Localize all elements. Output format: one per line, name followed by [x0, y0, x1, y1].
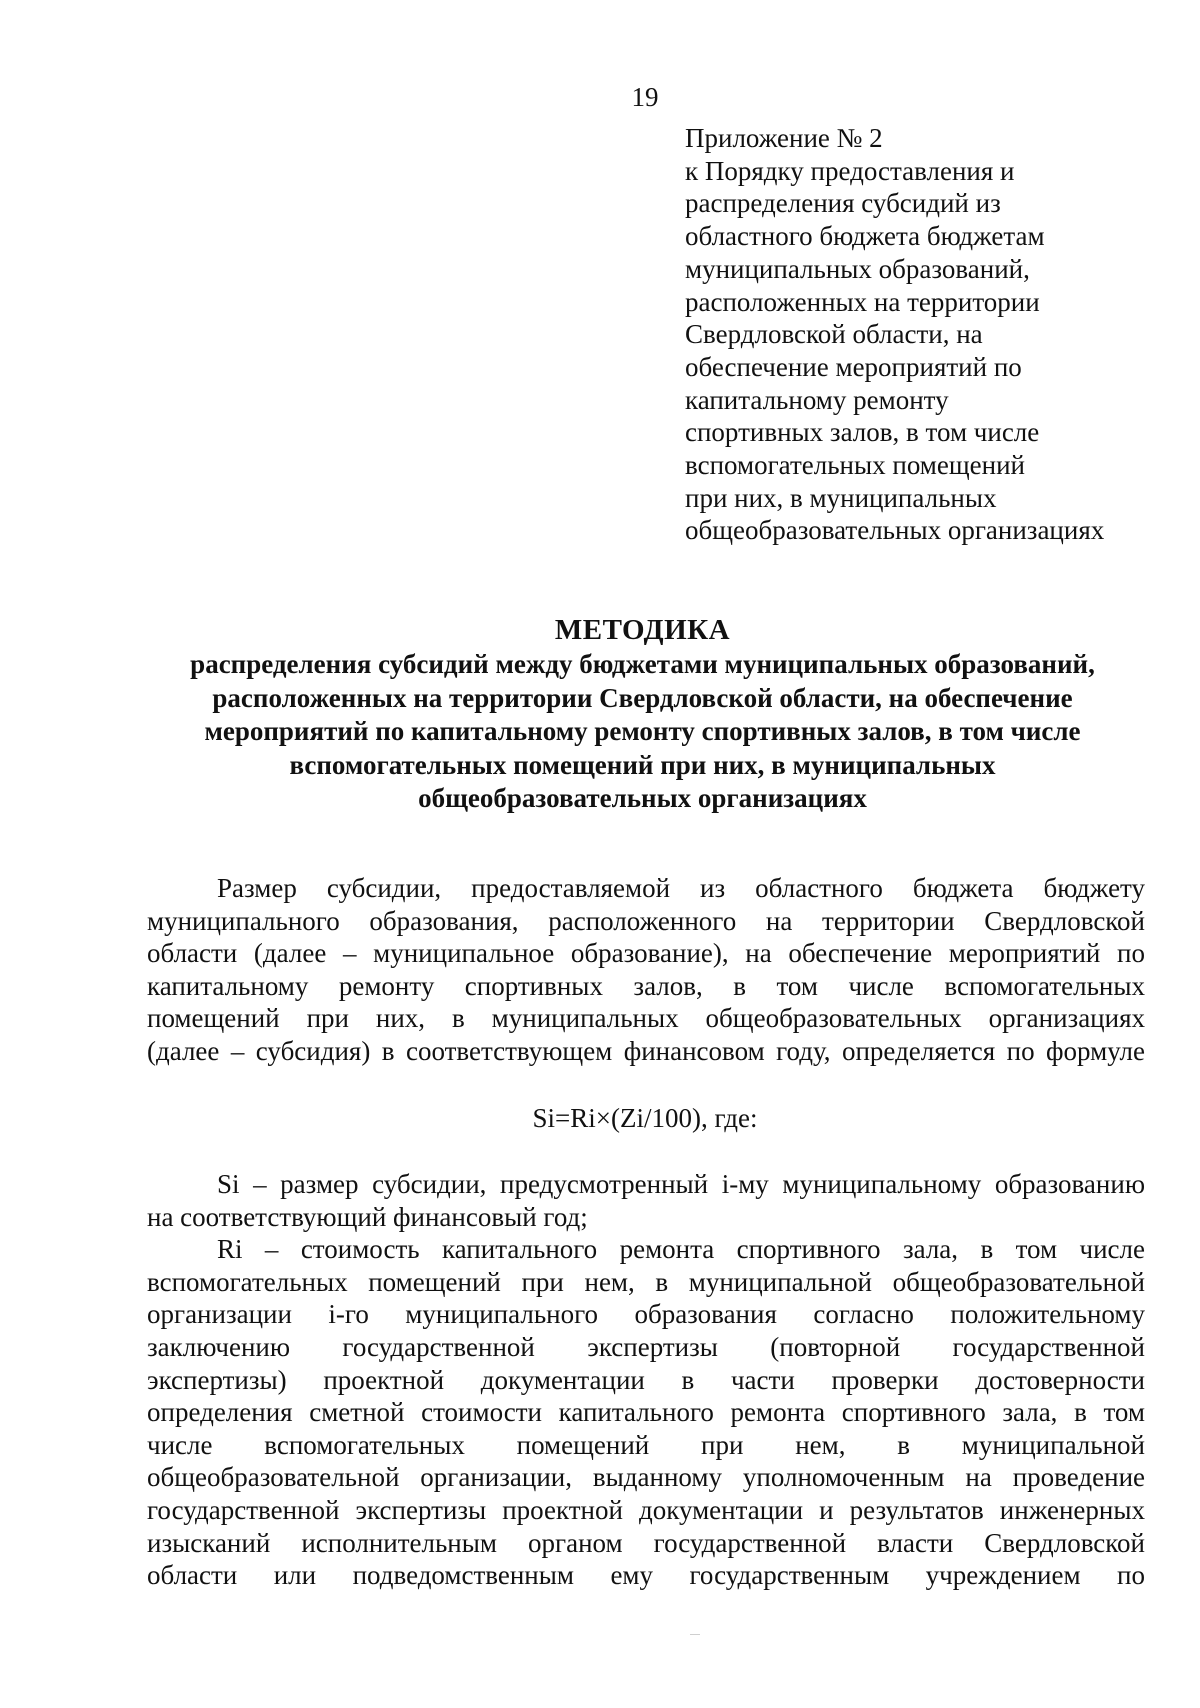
text-line: Размер субсидии, предоставляемой из областного бюджета бюджету: [217, 873, 1145, 903]
text-line: определения сметной стоимости капитального ремонта спортивного зала, в том: [147, 1397, 1145, 1428]
text-line: заключению государственной экспертизы (повторной государственной: [147, 1331, 1145, 1362]
text-line: Ri – стоимость капитального ремонта спортивного зала, в том числе: [217, 1234, 1145, 1265]
appendix-line: обеспечение мероприятий по: [685, 351, 1022, 382]
title-line: общеобразовательных организациях: [418, 783, 867, 814]
title-subtitle: [150, 648, 1135, 816]
text-line: капитальному ремонту спортивных залов, в том числе вспомогательных: [147, 970, 1145, 1001]
text-line: изысканий исполнительным органом государственной власти Свердловской: [147, 1527, 1145, 1558]
intro-paragraph: [147, 872, 1145, 1068]
text-line: области (далее – муниципальное образование), на обеспечение мероприятий по: [147, 938, 1145, 969]
text-line: государственной экспертизы проектной документации и результатов инженерных: [147, 1494, 1145, 1525]
text-line: помещений при них, в муниципальных общеобразовательных организациях: [147, 1003, 1145, 1034]
text-line: области или подведомственным ему государственным учреждением по: [147, 1560, 1145, 1591]
formula: Si=Ri×(Zi/100), где:: [532, 1103, 758, 1133]
text-line: на соответствующий финансовый год;: [147, 1201, 588, 1232]
appendix-line: при них, в муниципальных: [685, 482, 997, 513]
document-title: [150, 612, 1135, 816]
title-line: расположенных на территории Свердловской области, на обеспечение: [212, 682, 1073, 713]
appendix-line: капитальному ремонту: [685, 384, 949, 415]
text-line: экспертизы) проектной документации в части проверки достоверности: [147, 1364, 1145, 1395]
appendix-line: Свердловской области, на: [685, 319, 983, 350]
text-line: общеобразовательной организации, выданному уполномоченным на проведение: [147, 1462, 1145, 1493]
appendix-line: областного бюджета бюджетам: [685, 221, 1045, 252]
title-line: мероприятий по капитальному ремонту спортивных залов, в том числе: [204, 716, 1081, 747]
definitions: [147, 1168, 1145, 1592]
appendix-line: распределения субсидий из: [685, 188, 1001, 219]
text-line: (далее – субсидия) в соответствующем финансовом году, определяется по формуле: [147, 1035, 1145, 1066]
text-line: вспомогательных помещений при нем, в муниципальной общеобразовательной: [147, 1266, 1145, 1297]
text-line: муниципального образования, расположенного на территории Свердловской: [147, 905, 1145, 936]
title-main: МЕТОДИКА: [554, 614, 731, 646]
scan-mark: [690, 1634, 700, 1635]
page-number: 19: [631, 82, 659, 112]
appendix-header: [685, 122, 1145, 547]
text-line: организации i-го муниципального образования согласно положительному: [147, 1299, 1145, 1330]
text-line: Si – размер субсидии, предусмотренный i-му муниципальному образованию: [217, 1169, 1145, 1199]
text-line: числе вспомогательных помещений при нем, в муниципальной: [147, 1429, 1145, 1460]
appendix-line: общеобразовательных организациях: [685, 515, 1105, 546]
appendix-line: к Порядку предоставления и: [685, 155, 1015, 186]
title-line: вспомогательных помещений при них, в муниципальных: [289, 749, 996, 780]
title-line: распределения субсидий между бюджетами муниципальных образований,: [190, 649, 1095, 679]
appendix-line: вспомогательных помещений: [685, 450, 1025, 481]
appendix-line: расположенных на территории: [685, 286, 1040, 317]
appendix-line: спортивных залов, в том числе: [685, 417, 1040, 448]
appendix-line: муниципальных образований,: [685, 253, 1030, 284]
appendix-line: Приложение № 2: [685, 123, 883, 153]
